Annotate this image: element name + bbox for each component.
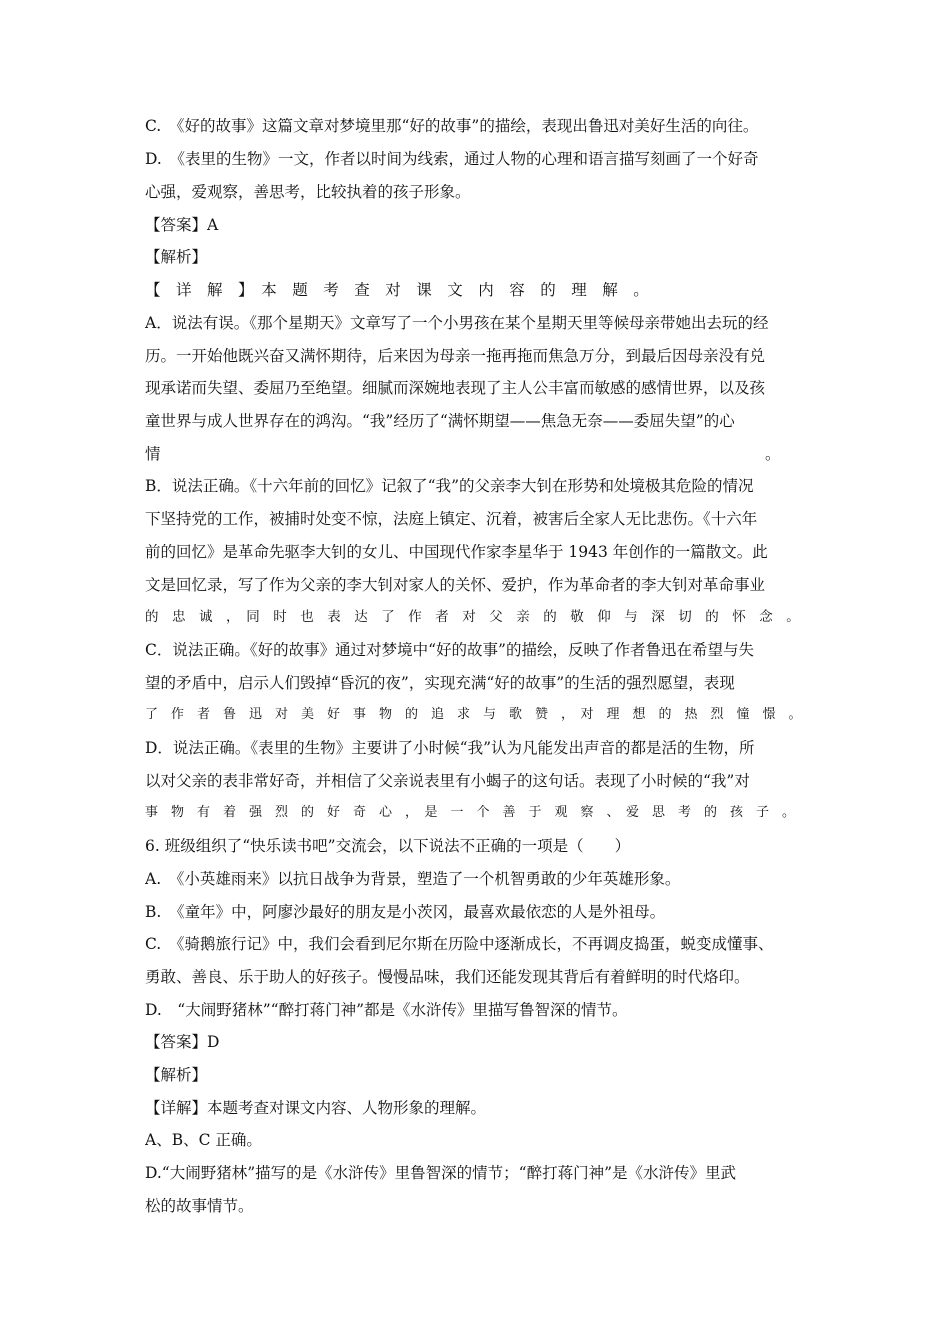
explanation-a-cont-2: 现承诺而失望、委屈乃至绝望。细腻而深婉地表现了主人公丰富而敏感的感情世界，以及孩 — [145, 379, 766, 397]
option-d-text: D. 《表里的生物》一文，作者以时间为线索，通过人物的心理和语言描写刻画了一个好奇 — [145, 150, 759, 168]
analysis-label-q5: 【解析】 — [145, 248, 208, 266]
answer-label-q5: 【答案】A — [145, 216, 219, 234]
analysis-label-q6: 【解析】 — [145, 1066, 208, 1084]
detail-q6-d: D.“大闹野猪林”描写的是《水浒传》里鲁智深的情节；“醉打蒋门神”是《水浒传》里武 — [145, 1164, 737, 1182]
explanation-b-cont-2: 前的回忆》是革命先驱李大钊的女儿、中国现代作家李星华于 1943 年创作的一篇散文。此 — [145, 543, 768, 561]
q6-option-c-cont: 勇敢、善良、乐于助人的好孩子。慢慢品味，我们还能发现其背后有着鲜明的时代烙印。 — [145, 968, 750, 986]
q6-option-c: C. 《骑鹅旅行记》中，我们会看到尼尔斯在历险中逐渐成长，不再调皮捣蛋，蜕变成懂事、 — [145, 935, 774, 953]
explanation-d-cont-1: 以对父亲的表非常好奇，并相信了父亲说表里有小蝎子的这句话。表现了小时候的“我”对 — [145, 772, 750, 790]
explanation-b-cont-1: 下坚持党的工作，被捕时处变不惊，法庭上镇定、沉着，被害后全家人无比悲伤。《十六年 — [145, 510, 758, 528]
explanation-a-cont-3: 童世界与成人世界存在的鸿沟。“我”经历了“满怀期望——焦急无奈——委屈失望”的心 — [145, 412, 735, 430]
explanation-c: C．说法正确。《好的故事》通过对梦境中“好的故事”的描绘，反映了作者鲁迅在希望与失 — [145, 641, 754, 659]
q6-option-b: B. 《童年》中，阿廖沙最好的朋友是小茨冈，最喜欢最依恋的人是外祖母。 — [145, 903, 666, 921]
explanation-a-cont-1: 历。一开始他既兴奋又满怀期待，后来因为母亲一拖再拖而焦急万分，到最后因母亲没有兑 — [145, 347, 766, 365]
option-c-text: C. 《好的故事》这篇文章对梦境里那“好的故事”的描绘，表现出鲁迅对美好生活的向往。 — [145, 117, 759, 135]
explanation-a: A．说法有误。《那个星期天》文章写了一个小男孩在某个星期天里等候母亲带她出去玩的经 — [145, 314, 769, 332]
detail-heading-q5: 【 详 解 】 本 题 考 查 对 课 文 内 容 的 理 解 。 — [145, 281, 649, 299]
answer-label-q6: 【答案】D — [145, 1033, 220, 1051]
explanation-d: D．说法正确。《表里的生物》主要讲了小时候“我”认为凡能发出声音的都是活的生物，所 — [145, 739, 755, 757]
detail-q6-abc: A、B、C 正确。 — [145, 1131, 262, 1149]
question-6-stem: 6. 班级组织了“快乐读书吧”交流会，以下说法不正确的一项是（ ） — [145, 837, 631, 855]
detail-q6-d-cont: 松的故事情节。 — [145, 1197, 254, 1215]
q6-option-d: D. “大闹野猪林”“醉打蒋门神”都是《水浒传》里描写鲁智深的情节。 — [145, 1001, 628, 1019]
explanation-c-cont-2: 了 作 者 鲁 迅 对 美 好 事 物 的 追 求 与 歌 赞 ， 对 理 想 的 热 烈 憧 憬 。 — [145, 707, 802, 722]
q6-option-a: A. 《小英雄雨来》以抗日战争为背景，塑造了一个机智勇敢的少年英雄形象。 — [145, 870, 681, 888]
option-d-text-cont: 心强，爱观察，善思考，比较执着的孩子形象。 — [145, 183, 471, 201]
explanation-b-cont-3: 文是回忆录，写了作为父亲的李大钊对家人的关怀、爱护，作为革命者的李大钊对革命事业 — [145, 576, 766, 594]
explanation-b: B．说法正确。《十六年前的回忆》记叙了“我”的父亲李大钊在形势和处境极其危险的情况 — [145, 477, 754, 495]
detail-q6: 【详解】本题考查对课文内容、人物形象的理解。 — [145, 1099, 487, 1117]
explanation-c-cont-1: 望的矛盾中，启示人们毁掉“昏沉的夜”，实现充满“好的故事”的生活的强烈愿望，表现 — [145, 674, 735, 692]
explanation-d-cont-2: 事 物 有 着 强 烈 的 好 奇 心 ， 是 一 个 善 于 观 察 、 爱 思 考 的 孩 子 。 — [145, 805, 796, 820]
explanation-b-cont-4: 的 忠 诚 ， 同 时 也 表 达 了 作 者 对 父 亲 的 敬 仰 与 深 切 的 怀 念 。 — [145, 609, 800, 625]
explanation-a-cont-4: 情 。 — [145, 445, 781, 463]
